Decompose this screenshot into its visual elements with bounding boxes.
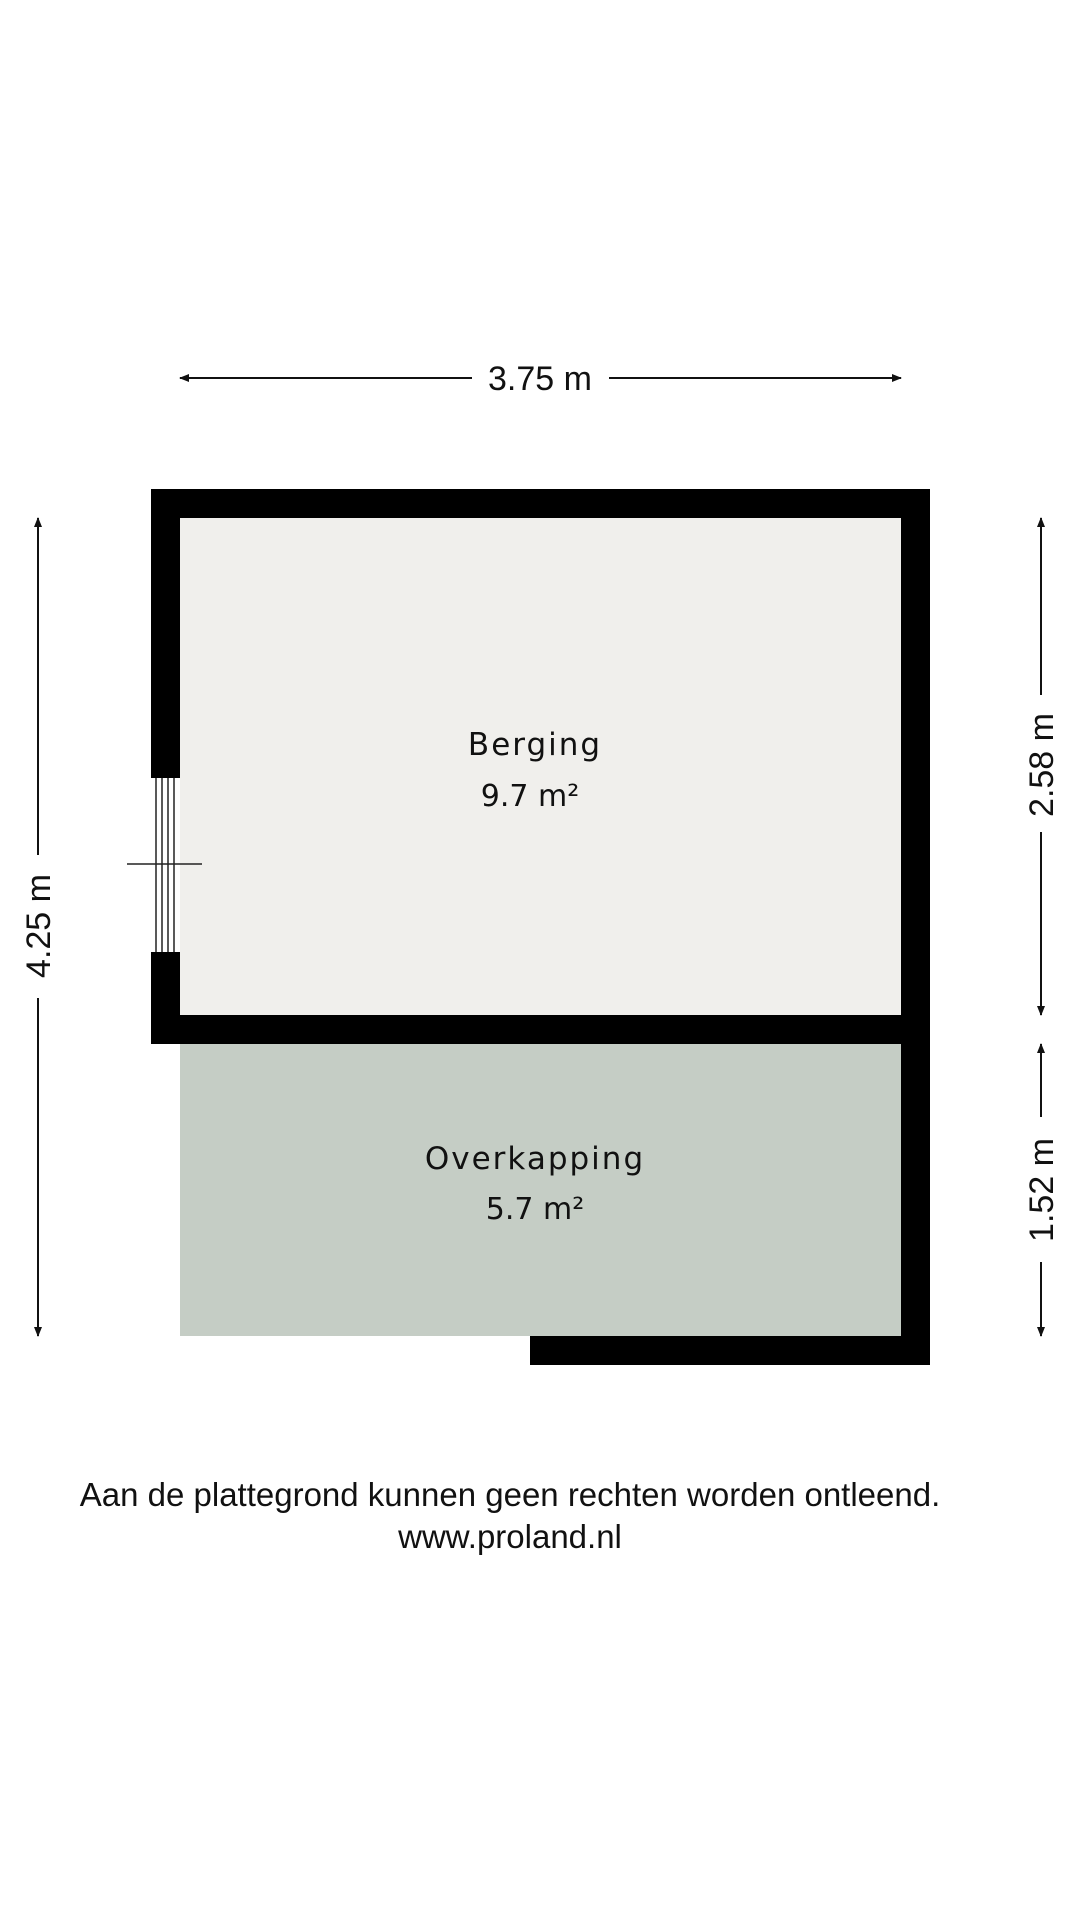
disclaimer-text: Aan de plattegrond kunnen geen rechten worden ontleend.	[79, 1476, 941, 1513]
wall-right	[901, 489, 930, 1365]
dimension-right-bottom	[1023, 1044, 1061, 1336]
dimension-height-label: 4.25 m	[20, 874, 58, 978]
overkapping-floor	[180, 1044, 901, 1336]
room-name-berging: Berging	[467, 727, 603, 763]
dimension-width-label: 3.75 m	[488, 360, 592, 398]
room-area-berging: 9.7 m²	[480, 779, 580, 814]
room-area-overkapping: 5.7 m²	[485, 1192, 585, 1227]
dimension-left	[20, 518, 58, 1336]
wall-left-upper	[151, 489, 180, 778]
wall-top	[151, 489, 930, 518]
dimension-right-bottom-label: 1.52 m	[1023, 1138, 1061, 1242]
website-text: www.proland.nl	[398, 1518, 622, 1555]
room-name-overkapping: Overkapping	[424, 1141, 646, 1177]
dimension-top	[180, 360, 901, 398]
wall-middle	[151, 1015, 930, 1044]
berging-floor	[180, 518, 901, 1015]
dimension-right-top	[1023, 518, 1061, 1015]
wall-bottom-right	[530, 1336, 930, 1365]
dimension-right-top-label: 2.58 m	[1023, 713, 1061, 817]
